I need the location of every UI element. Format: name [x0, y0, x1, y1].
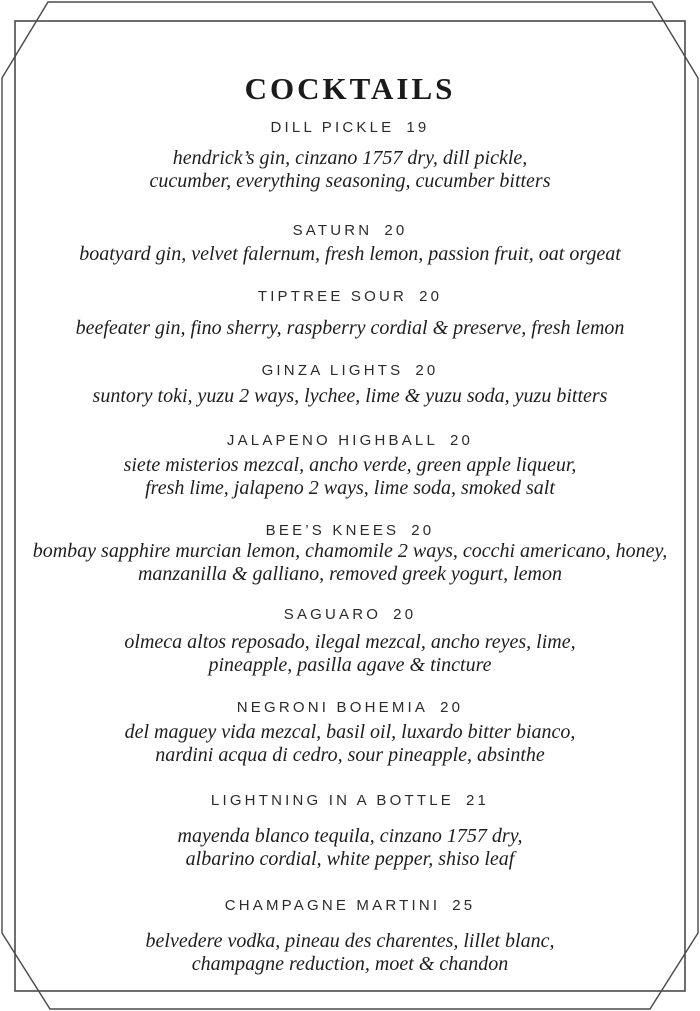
description-line: albarino cordial, white pepper, shiso leaf — [185, 848, 515, 870]
cocktail-price: 25 — [452, 897, 476, 914]
description-line: bombay sapphire murcian lemon, chamomile 2 ways, cocchi americano, honey, — [32, 540, 668, 562]
cocktail-price: 20 — [384, 222, 408, 239]
cocktail-description — [0, 721, 700, 767]
description-line: manzanilla & galliano, removed greek yogurt, lemon — [137, 563, 562, 585]
cocktail-description — [0, 454, 700, 500]
cocktail-description — [0, 631, 700, 677]
cocktail-name: CHAMPAGNE MARTINI — [224, 897, 441, 914]
cocktail-description — [0, 540, 700, 586]
cocktail-name-row — [0, 432, 700, 450]
cocktail-name-row — [0, 222, 700, 240]
cocktail-name-row — [0, 522, 700, 540]
description-line: cucumber, everything seasoning, cucumber bitters — [149, 170, 551, 192]
description-line: champagne reduction, moet & chandon — [191, 953, 509, 975]
cocktail-name: BEE’S KNEES — [265, 522, 400, 539]
description-line: beefeater gin, fino sherry, raspberry cordial & preserve, fresh lemon — [75, 317, 625, 339]
description-line: mayenda blanco tequila, cinzano 1757 dry, — [177, 825, 523, 847]
cocktail-name-row — [0, 362, 700, 380]
cocktail-price: 20 — [393, 606, 417, 623]
description-line: siete misterios mezcal, ancho verde, green apple liqueur, — [123, 454, 577, 476]
cocktail-name-row — [0, 897, 700, 915]
page-title: COCKTAILS — [244, 70, 456, 106]
cocktail-description — [0, 825, 700, 871]
cocktail-name-row — [0, 606, 700, 624]
cocktail-description — [0, 147, 700, 193]
cocktail-name: GINZA LIGHTS — [261, 362, 404, 379]
cocktail-name: DILL PICKLE — [270, 119, 395, 136]
cocktail-name: TIPTREE SOUR — [257, 288, 408, 305]
cocktail-price: 20 — [419, 288, 443, 305]
description-line: olmeca altos reposado, ilegal mezcal, ancho reyes, lime, — [124, 631, 576, 653]
cocktail-price: 20 — [415, 362, 439, 379]
cocktail-name: SAGUARO — [283, 606, 382, 623]
cocktail-price: 21 — [465, 792, 490, 809]
description-line: fresh lime, jalapeno 2 ways, lime soda, smoked salt — [145, 477, 555, 499]
cocktail-price: 20 — [440, 699, 464, 716]
cocktail-description — [0, 317, 700, 340]
cocktail-name-row — [0, 288, 700, 306]
cocktail-price: 20 — [411, 522, 435, 539]
cocktail-description — [0, 243, 700, 266]
description-line: hendrick’s gin, cinzano 1757 dry, dill pickle, — [172, 147, 528, 169]
cocktail-description — [0, 385, 700, 408]
cocktail-name: NEGRONI BOHEMIA — [236, 699, 429, 716]
cocktail-name: LIGHTNING IN A BOTTLE — [210, 792, 454, 809]
cocktail-price: 19 — [406, 119, 430, 136]
cocktail-name-row — [0, 119, 700, 137]
description-line: belvedere vodka, pineau des charentes, lillet blanc, — [145, 930, 555, 952]
description-line: suntory toki, yuzu 2 ways, lychee, lime & yuzu soda, yuzu bitters — [92, 385, 608, 407]
cocktail-price: 20 — [450, 432, 474, 449]
description-line: boatyard gin, velvet falernum, fresh lemon, passion fruit, oat orgeat — [79, 243, 621, 265]
cocktail-name-row — [0, 792, 700, 810]
description-line: del maguey vida mezcal, basil oil, luxardo bitter bianco, — [124, 721, 576, 743]
cocktail-description — [0, 930, 700, 976]
cocktail-name-row — [0, 699, 700, 717]
description-line: pineapple, pasilla agave & tincture — [208, 654, 492, 676]
cocktail-name: JALAPENO HIGHBALL — [226, 432, 439, 449]
cocktail-name: SATURN — [292, 222, 373, 239]
description-line: nardini acqua di cedro, sour pineapple, absinthe — [155, 744, 545, 766]
